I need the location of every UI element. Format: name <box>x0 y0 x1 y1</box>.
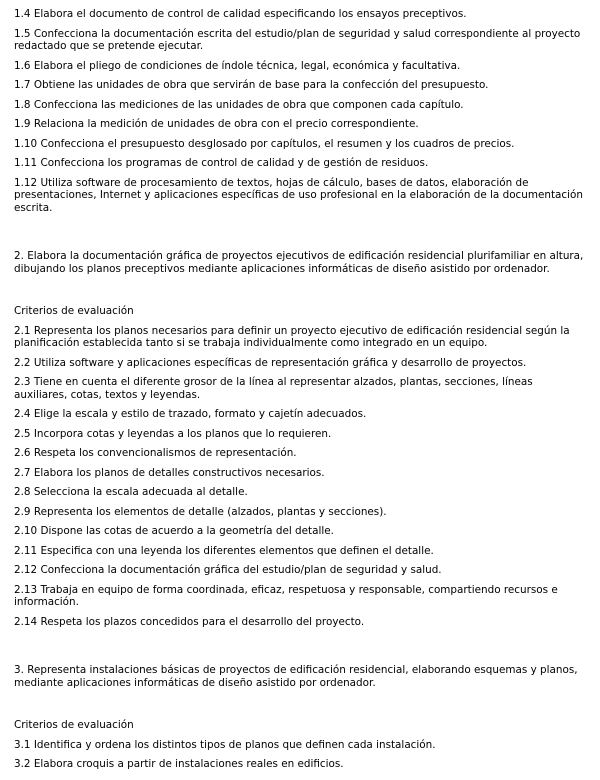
section-1-criteria-list <box>14 8 588 214</box>
criterion-3-1: 3.1 Identifica y ordena los distintos tipos de planos que definen cada instalación. <box>14 738 436 751</box>
criterion-1-6: 1.6 Elabora el pliego de condiciones de índole técnica, legal, económica y facultativa. <box>14 59 461 72</box>
criterion-2-10: 2.10 Dispone las cotas de acuerdo a la geometría del detalle. <box>14 525 334 537</box>
criterion-1-10: 1.10 Confecciona el presupuesto desglosado por capítulos, el resumen y los cuadros de precios. <box>14 137 515 150</box>
criterion-2-5: 2.5 Incorpora cotas y leyendas a los planos que lo requieren. <box>14 427 332 440</box>
spacer <box>14 275 588 305</box>
criterion-1-8: 1.8 Confecciona las mediciones de las unidades de obra que componen cada capítulo. <box>14 98 464 111</box>
criterion-1-9: 1.9 Relaciona la medición de unidades de obra con el precio correspondiente. <box>14 118 419 130</box>
section-2 <box>14 250 588 628</box>
criterion-1-11: 1.11 Confecciona los programas de control de calidad y de gestión de residuos. <box>14 157 429 169</box>
criterion-2-8: 2.8 Selecciona la escala adecuada al detalle. <box>14 486 248 498</box>
learning-outcome-3-heading: 3. Representa instalaciones básicas de proyectos de edificación residencial, elaborando esquemas y planos, mediante aplicaciones informáticas de diseño asistido por ordenador. <box>14 664 578 689</box>
criterion-1-7: 1.7 Obtiene las unidades de obra que servirán de base para la confección del presupuesto. <box>14 79 489 91</box>
criteria-label-3: Criterios de evaluación <box>14 719 134 731</box>
spacer <box>14 221 588 250</box>
criterion-2-1: 2.1 Representa los planos necesarios para definir un proyecto ejecutivo de edificación residencial según la planificación establecida tanto si se trabaja individualmente como integrado en un equipo. <box>14 324 570 349</box>
criterion-2-12: 2.12 Confecciona la documentación gráfica del estudio/plan de seguridad y salud. <box>14 564 442 576</box>
criterion-2-2: 2.2 Utiliza software y aplicaciones específicas de representación gráfica y desarrollo de proyectos. <box>14 356 527 369</box>
criterion-2-9: 2.9 Representa los elementos de detalle (alzados, plantas y secciones). <box>14 505 387 518</box>
criterion-2-14: 2.14 Respeta los plazos concedidos para el desarrollo del proyecto. <box>14 615 365 628</box>
criterion-1-5: 1.5 Confecciona la documentación escrita del estudio/plan de seguridad y salud correspondiente al proyecto redactado que se pretende ejecutar. <box>14 27 581 52</box>
criterion-3-2: 3.2 Elabora croquis a partir de instalaciones reales en edificios. <box>14 758 344 770</box>
section-3 <box>14 664 588 771</box>
criterion-2-11: 2.11 Especifica con una leyenda los diferentes elementos que definen el detalle. <box>14 544 434 557</box>
spacer <box>14 635 588 664</box>
spacer <box>14 689 588 719</box>
learning-outcome-2-heading: 2. Elabora la documentación gráfica de proyectos ejecutivos de edificación residencial plurifamiliar en altura, dibujando los planos preceptivos mediante aplicaciones informáticas de diseño asistido por ordenador. <box>14 250 584 275</box>
criterion-2-4: 2.4 Elige la escala y estilo de trazado, formato y cajetín adecuados. <box>14 408 367 420</box>
criterion-2-3: 2.3 Tiene en cuenta el diferente grosor de la línea al representar alzados, plantas, secciones, líneas auxiliares, cotas, textos y leyendas. <box>14 376 533 401</box>
criterion-1-4: 1.4 Elabora el documento de control de calidad especificando los ensayos preceptivos. <box>14 8 467 20</box>
criterion-1-12: 1.12 Utiliza software de procesamiento de textos, hojas de cálculo, bases de datos, elaboración de presentaciones, Internet y aplicaciones específicas de uso profesional en la elaboración de la documentación escrita. <box>14 176 583 214</box>
criteria-label-2: Criterios de evaluación <box>14 305 134 317</box>
criterion-2-6: 2.6 Respeta los convencionalismos de representación. <box>14 447 297 459</box>
criterion-2-13: 2.13 Trabaja en equipo de forma coordinada, eficaz, respetuosa y responsable, compartiendo recursos e información. <box>14 583 558 608</box>
criterion-2-7: 2.7 Elabora los planos de detalles constructivos necesarios. <box>14 466 325 479</box>
